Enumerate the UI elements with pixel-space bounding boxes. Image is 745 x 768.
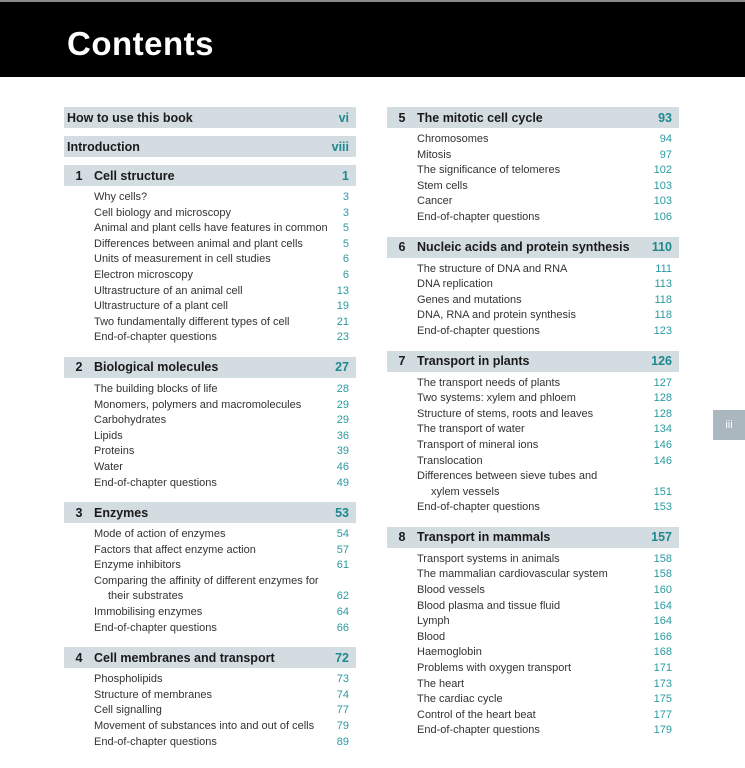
toc-entry[interactable]	[387, 454, 679, 470]
chapter-title: Transport in mammals	[417, 530, 551, 545]
entry-page-number: 160	[653, 584, 672, 597]
entry-title: The significance of telomeres	[417, 164, 561, 177]
toc-entry[interactable]	[387, 485, 679, 501]
toc-entry[interactable]	[387, 194, 679, 210]
chapter-heading[interactable]	[64, 165, 356, 186]
chapter-section	[387, 351, 679, 516]
chapter-heading[interactable]	[387, 107, 679, 128]
chapter-number: 7	[398, 354, 406, 369]
entry-list	[64, 523, 356, 636]
entry-title: End-of-chapter questions	[94, 621, 217, 634]
toc-entry[interactable]	[64, 429, 356, 445]
toc-entry[interactable]	[64, 237, 356, 253]
entry-page-number: 123	[653, 324, 672, 337]
toc-entry[interactable]	[387, 163, 679, 179]
toc-entry[interactable]	[64, 476, 356, 492]
entry-title: Cell biology and microscopy	[94, 206, 231, 219]
chapter-page-number: viii	[331, 139, 349, 154]
entry-title: The cardiac cycle	[417, 693, 503, 706]
entry-page-number: 6	[342, 268, 349, 281]
chapter-title: Nucleic acids and protein synthesis	[417, 240, 630, 255]
entry-page-number: 66	[336, 621, 349, 634]
entry-title: Structure of membranes	[94, 688, 212, 701]
entry-list	[387, 548, 679, 739]
entry-title: Transport of mineral ions	[417, 438, 539, 451]
entry-title: Why cells?	[94, 191, 148, 203]
left-column	[64, 107, 356, 761]
page-title: Contents	[67, 25, 214, 62]
toc-entry[interactable]	[64, 527, 356, 543]
toc-entry[interactable]	[387, 293, 679, 309]
entry-page-number: 3	[342, 206, 349, 219]
entry-page-number: 64	[336, 606, 349, 619]
entry-page-number: 168	[653, 646, 672, 659]
entry-page-number: 128	[653, 392, 672, 405]
entry-title: The transport needs of plants	[417, 376, 561, 389]
chapter-section	[64, 136, 356, 157]
entry-list	[387, 372, 679, 516]
entry-title: End-of-chapter questions	[94, 735, 217, 748]
entry-page-number: 146	[653, 454, 672, 467]
entry-title: Genes and mutations	[417, 293, 522, 306]
entry-title: Blood	[417, 630, 446, 643]
entry-page-number: 57	[336, 543, 349, 556]
chapter-section	[64, 165, 356, 346]
entry-page-number: 28	[336, 382, 349, 395]
entry-title: The mammalian cardiovascular system	[417, 568, 608, 581]
toc-entry[interactable]	[387, 324, 679, 340]
entry-title: Haemoglobin	[417, 646, 482, 659]
entry-title: Lipids	[94, 429, 123, 442]
toc-entry[interactable]	[387, 552, 679, 568]
entry-title: Control of the heart beat	[417, 708, 536, 721]
entry-page-number: 103	[653, 179, 672, 192]
page-number-tab: iii	[713, 410, 745, 440]
entry-page-number: 127	[653, 376, 672, 389]
entry-list	[387, 128, 679, 226]
entry-page-number: 171	[653, 662, 672, 675]
entry-title: Water	[94, 460, 123, 473]
toc-entry[interactable]	[387, 645, 679, 661]
entry-title: Transport systems in animals	[417, 552, 560, 565]
entry-title: DNA, RNA and protein synthesis	[417, 309, 576, 322]
entry-page-number: 6	[342, 253, 349, 266]
entry-list	[387, 258, 679, 340]
entry-page-number: 94	[659, 133, 672, 145]
entry-page-number: 134	[653, 423, 672, 436]
toc-entry[interactable]	[64, 543, 356, 559]
toc-entry[interactable]	[387, 376, 679, 392]
entry-page-number: 79	[336, 720, 349, 733]
entry-title: Blood vessels	[417, 584, 485, 597]
entry-title: Carbohydrates	[94, 414, 167, 427]
toc-entry[interactable]	[387, 438, 679, 454]
toc-entry[interactable]	[64, 382, 356, 398]
entry-title: Blood plasma and tissue fluid	[417, 599, 561, 612]
entry-page-number: 118	[654, 293, 672, 306]
toc-entry[interactable]	[64, 558, 356, 574]
entry-title: their substrates	[108, 590, 184, 603]
entry-page-number: 128	[653, 407, 672, 420]
entry-page-number: 118	[654, 309, 672, 322]
chapter-page-number: 53	[335, 505, 349, 520]
toc-entry[interactable]	[387, 677, 679, 693]
entry-title: Structure of stems, roots and leaves	[417, 407, 594, 420]
chapter-title: Cell membranes and transport	[94, 650, 275, 665]
chapter-heading[interactable]	[64, 357, 356, 378]
entry-page-number: 74	[336, 688, 349, 701]
toc-entry[interactable]	[64, 460, 356, 476]
entry-page-number: 153	[653, 501, 672, 514]
entry-page-number: 3	[342, 191, 349, 203]
entry-page-number: 39	[336, 445, 349, 458]
chapter-number: 6	[398, 240, 406, 255]
chapter-number: 2	[75, 360, 83, 375]
entry-title: DNA replication	[417, 278, 493, 291]
chapter-heading[interactable]	[64, 136, 356, 157]
toc-entry[interactable]	[387, 500, 679, 516]
chapter-heading[interactable]	[64, 107, 356, 128]
toc-entry[interactable]	[64, 413, 356, 429]
chapter-number: 5	[398, 110, 406, 125]
entry-title: The transport of water	[417, 423, 525, 436]
entry-page-number: 49	[336, 476, 349, 489]
entry-page-number: 111	[655, 262, 672, 275]
toc-entry[interactable]	[387, 132, 679, 148]
entry-title: Ultrastructure of an animal cell	[94, 284, 243, 297]
chapter-heading[interactable]	[387, 351, 679, 372]
toc-entry[interactable]	[64, 589, 356, 605]
entry-title: End-of-chapter questions	[417, 724, 540, 737]
toc-entry[interactable]	[64, 672, 356, 688]
entry-title: Movement of substances into and out of cells	[94, 720, 315, 733]
toc-entry[interactable]	[387, 469, 679, 485]
entry-page-number: 73	[336, 673, 349, 686]
entry-page-number: 97	[659, 148, 672, 161]
chapter-section	[387, 107, 679, 226]
entry-page-number: 77	[336, 704, 349, 717]
toc-entry[interactable]	[387, 661, 679, 677]
entry-page-number: 164	[653, 599, 672, 612]
toc-entry[interactable]	[387, 614, 679, 630]
entry-page-number: 13	[336, 284, 349, 297]
entry-page-number: 179	[653, 724, 672, 737]
entry-title: Immobilising enzymes	[94, 606, 203, 619]
entry-title: Factors that affect enzyme action	[94, 543, 256, 556]
toc-entry[interactable]	[64, 703, 356, 719]
entry-page-number	[319, 574, 356, 590]
chapter-section	[64, 357, 356, 491]
toc-entry[interactable]	[64, 574, 356, 590]
entry-title: End-of-chapter questions	[94, 476, 217, 489]
toc-entry[interactable]	[387, 308, 679, 324]
toc-entry[interactable]	[64, 206, 356, 222]
chapter-section	[387, 527, 679, 739]
entry-page-number: 46	[336, 460, 349, 473]
chapter-title: Transport in plants	[417, 354, 530, 369]
chapter-page-number: 157	[651, 530, 672, 545]
chapter-section	[64, 107, 356, 128]
toc-entry[interactable]	[387, 179, 679, 195]
toc-entry[interactable]	[387, 210, 679, 226]
entry-title: Monomers, polymers and macromolecules	[94, 398, 302, 411]
entry-page-number: 62	[336, 590, 349, 603]
entry-title: Cancer	[417, 195, 453, 208]
entry-title: Differences between animal and plant cells	[94, 237, 303, 250]
entry-title: The building blocks of life	[94, 382, 218, 395]
entry-title: Ultrastructure of a plant cell	[94, 300, 228, 313]
entry-title: Mode of action of enzymes	[94, 528, 226, 541]
entry-title: Mitosis	[417, 148, 452, 161]
entry-page-number: 89	[336, 735, 349, 748]
entry-page-number: 61	[336, 559, 349, 572]
entry-title: Differences between sieve tubes and	[417, 470, 598, 483]
toc-entry[interactable]	[387, 723, 679, 739]
chapter-number: 4	[75, 650, 83, 665]
entry-page-number: 113	[654, 278, 672, 291]
chapter-title: Biological molecules	[94, 360, 219, 375]
toc-entry[interactable]	[64, 268, 356, 284]
chapter-page-number: 110	[651, 240, 672, 255]
right-column	[387, 107, 679, 750]
toc-entry[interactable]	[387, 708, 679, 724]
entry-page-number: 29	[336, 398, 349, 411]
chapter-page-number: vi	[338, 110, 349, 125]
chapter-heading[interactable]	[64, 647, 356, 668]
entry-title: Phospholipids	[94, 673, 163, 686]
entry-page-number: 151	[653, 485, 672, 498]
chapter-page-number: 126	[651, 354, 672, 369]
entry-page-number: 23	[336, 331, 349, 344]
entry-title: The heart	[417, 677, 465, 690]
chapter-page-number: 1	[342, 168, 349, 183]
entry-title: End-of-chapter questions	[94, 331, 217, 344]
chapter-page-number: 72	[335, 650, 349, 665]
entry-list	[64, 186, 356, 346]
toc-entry[interactable]	[387, 407, 679, 423]
chapter-heading[interactable]	[64, 502, 356, 523]
chapter-heading[interactable]	[387, 527, 679, 548]
entry-page-number: 158	[653, 568, 672, 581]
chapter-section	[64, 502, 356, 636]
toc-entry[interactable]	[64, 605, 356, 621]
chapter-number: 3	[75, 505, 83, 520]
chapter-title: How to use this book	[67, 110, 193, 125]
entry-page-number: 175	[653, 693, 672, 706]
entry-page-number: 177	[653, 708, 672, 721]
toc-entry[interactable]	[64, 330, 356, 346]
toc-entry[interactable]	[64, 444, 356, 460]
chapter-section	[387, 237, 679, 340]
entry-title: Translocation	[417, 454, 483, 467]
entry-title: xylem vessels	[431, 485, 500, 498]
entry-title: The structure of DNA and RNA	[417, 262, 568, 275]
entry-page-number: 36	[336, 429, 349, 442]
entry-page-number: 106	[653, 210, 672, 223]
entry-page-number: 102	[653, 164, 672, 177]
chapter-page-number: 27	[335, 360, 349, 375]
entry-title: Two fundamentally different types of cell	[94, 315, 290, 328]
chapter-section	[64, 647, 356, 750]
chapter-title: The mitotic cell cycle	[417, 110, 543, 125]
entry-title: Proteins	[94, 445, 135, 458]
toc-entry[interactable]	[64, 190, 356, 206]
entry-page-number: 146	[653, 438, 672, 451]
toc-entry[interactable]	[387, 599, 679, 615]
toc-entry[interactable]	[64, 299, 356, 315]
entry-title: Two systems: xylem and phloem	[417, 392, 576, 405]
entry-title: Cell signalling	[94, 704, 162, 717]
toc-entry[interactable]	[387, 148, 679, 164]
entry-title: Enzyme inhibitors	[94, 559, 181, 572]
entry-page-number: 5	[342, 222, 349, 235]
entry-title: Animal and plant cells have features in common	[94, 222, 328, 235]
entry-title: Chromosomes	[417, 133, 489, 145]
toc-entry[interactable]	[64, 284, 356, 300]
chapter-page-number: 93	[658, 110, 672, 125]
entry-page-number: 164	[653, 615, 672, 628]
entry-list	[64, 378, 356, 491]
toc-entry[interactable]	[64, 621, 356, 637]
entry-page-number	[642, 469, 679, 485]
toc-entry[interactable]	[387, 391, 679, 407]
chapter-title: Cell structure	[94, 168, 175, 183]
entry-page-number: 29	[336, 414, 349, 427]
toc-entry[interactable]	[387, 583, 679, 599]
chapter-number: 1	[75, 168, 83, 183]
entry-page-number: 5	[342, 237, 349, 250]
toc-entry[interactable]	[64, 252, 356, 268]
toc-entry[interactable]	[64, 688, 356, 704]
entry-title: Stem cells	[417, 179, 468, 192]
toc-entry[interactable]	[387, 262, 679, 278]
toc-entry[interactable]	[387, 277, 679, 293]
toc-entry[interactable]	[64, 719, 356, 735]
entry-page-number: 166	[653, 630, 672, 643]
entry-page-number: 173	[653, 677, 672, 690]
entry-title: End-of-chapter questions	[417, 501, 540, 514]
header	[0, 0, 745, 77]
entry-page-number: 21	[336, 315, 349, 328]
toc-entry[interactable]	[387, 567, 679, 583]
entry-page-number: 19	[336, 300, 349, 313]
entry-page-number: 54	[336, 528, 349, 541]
chapter-heading[interactable]	[387, 237, 679, 258]
entry-title: Problems with oxygen transport	[417, 662, 572, 675]
toc-entry[interactable]	[64, 315, 356, 331]
chapter-number: 8	[398, 530, 406, 545]
chapter-title: Introduction	[67, 139, 140, 154]
toc-entry[interactable]	[64, 735, 356, 751]
chapter-title: Enzymes	[94, 505, 149, 520]
toc-entry[interactable]	[387, 692, 679, 708]
entry-title: Lymph	[417, 615, 450, 628]
toc-entry[interactable]	[64, 398, 356, 414]
entry-page-number: 103	[653, 195, 672, 208]
entry-title: Electron microscopy	[94, 268, 194, 281]
entry-title: End-of-chapter questions	[417, 324, 540, 337]
entry-list	[64, 668, 356, 750]
entry-title: Units of measurement in cell studies	[94, 253, 271, 266]
toc-entry[interactable]	[387, 630, 679, 646]
entry-page-number: 158	[653, 552, 672, 565]
toc-entry[interactable]	[64, 221, 356, 237]
entry-title: Comparing the affinity of different enzymes for	[94, 574, 319, 587]
toc-entry[interactable]	[387, 422, 679, 438]
entry-title: End-of-chapter questions	[417, 210, 540, 223]
